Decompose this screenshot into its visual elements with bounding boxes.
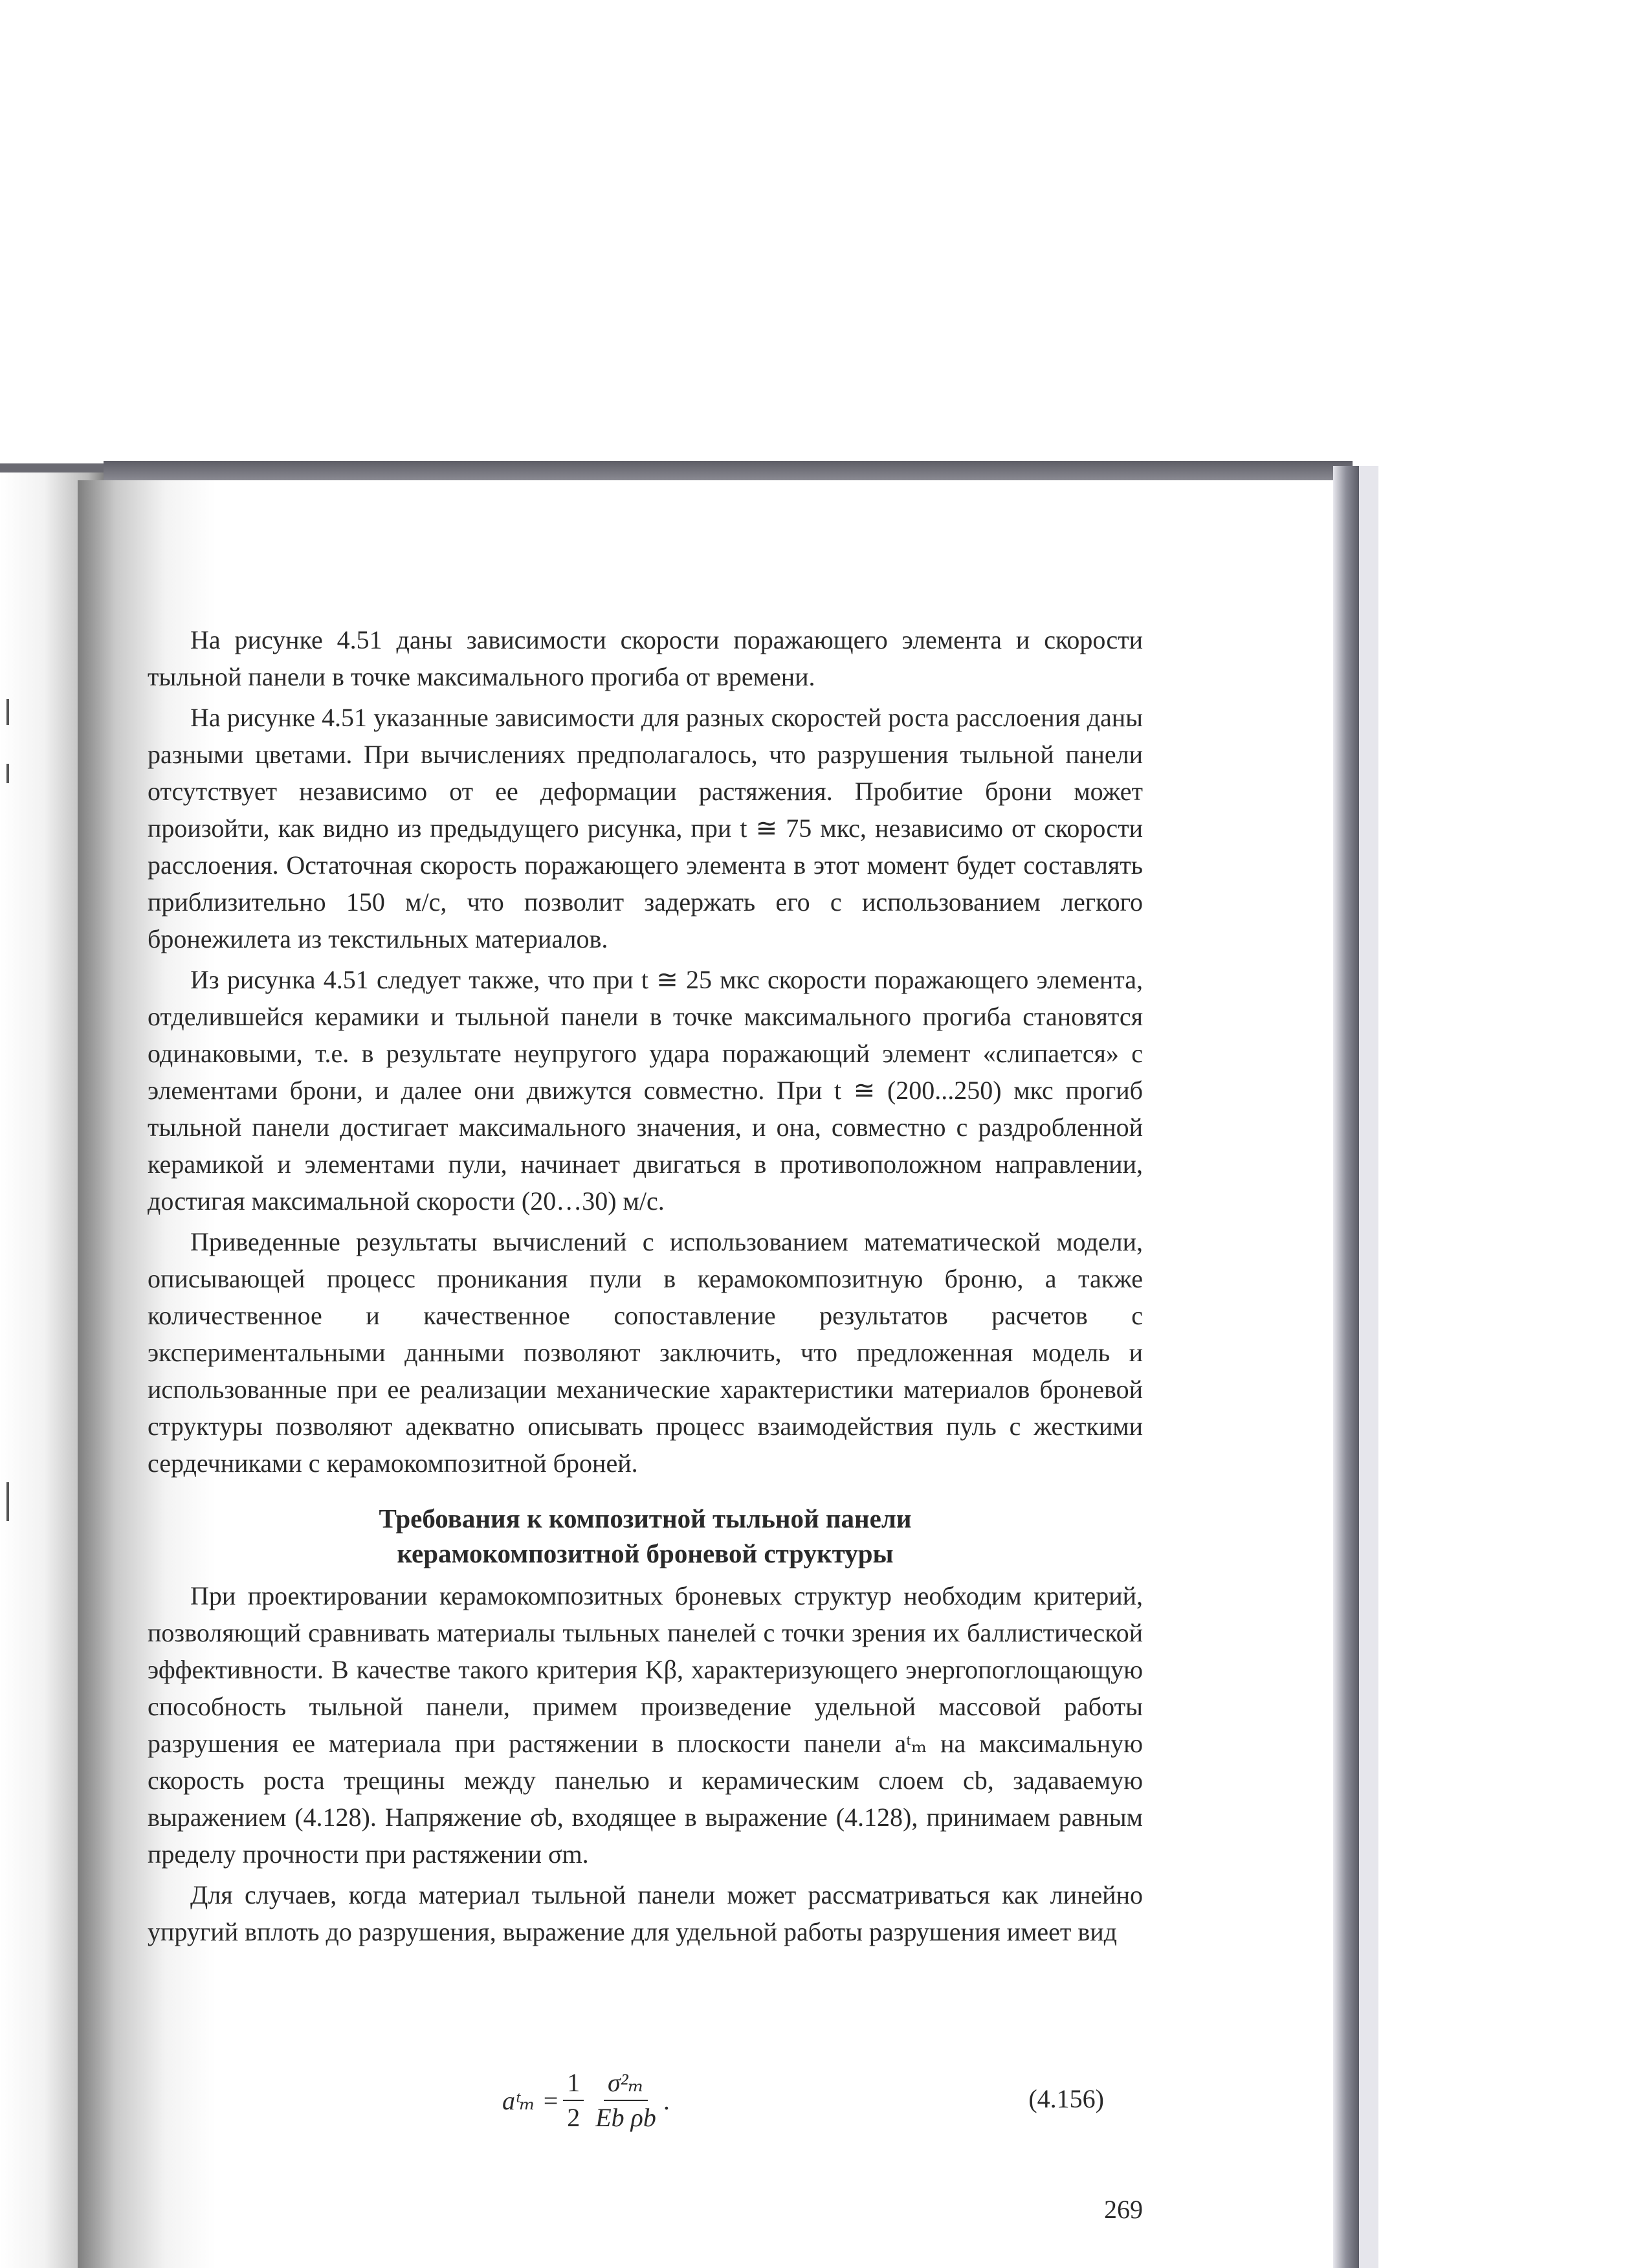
section-heading-line-2: керамокомпозитной броневой структуры bbox=[397, 1539, 894, 1568]
equation-number: (4.156) bbox=[1028, 2084, 1104, 2113]
equation-lhs: aᵗₘ = bbox=[502, 2085, 560, 2115]
margin-mark bbox=[6, 1482, 9, 1521]
fraction-denominator: Eb ρb bbox=[595, 2103, 656, 2132]
margin-mark bbox=[6, 764, 9, 783]
book-top-edge bbox=[104, 461, 1353, 480]
section-heading-line-1: Требования к композитной тыльной панели bbox=[379, 1504, 912, 1533]
equation-4-156 bbox=[148, 2062, 1143, 2139]
equation-tail: . bbox=[663, 2085, 670, 2115]
paragraph-4: Приведенные результаты вычислений с использованием математической модели, описывающей процесс проникания пули в керамокомпозитную броню, а также количественное и качественное сопоставление результатов расчетов с экспериментальными данными позволяют заключить, что предложенная модель и использованные при ее реализации механические характеристики материалов броневой структуры позволяют адекватно описывать процесс взаимодействия пуль с жесткими сердечниками с керамокомпозитной броней. bbox=[148, 1227, 1143, 1478]
coefficient-denominator: 2 bbox=[567, 2103, 580, 2132]
paragraph-2: На рисунке 4.51 указанные зависимости для разных скоростей роста расслоения даны разными цветами. При вычислениях предполагалось, что разрушения тыльной панели отсутствует независимо от ее деформации растяжения. Пробитие брони может произойти, как видно из предыдущего рисунка, при t ≅ 75 мкс, независимо от скорости расслоения. Остаточная скорость поражающего элемента в этот момент будет составлять приблизительно 150 м/с, что позволит задержать его с использованием легкого бронежилета из текстильных материалов. bbox=[148, 703, 1143, 953]
page-right-edge bbox=[1333, 466, 1359, 2268]
coefficient-numerator: 1 bbox=[563, 2066, 584, 2101]
paragraph-6: Для случаев, когда материал тыльной панели может рассматриваться как линейно упругий вплоть до разрушения, выражение для удельной работы разрушения имеет вид bbox=[148, 1880, 1143, 1946]
book-cover-right bbox=[1359, 466, 1378, 2268]
page-number: 269 bbox=[1104, 2195, 1143, 2224]
fraction-numerator: σ²ₘ bbox=[604, 2066, 648, 2101]
paragraph-3: Из рисунка 4.51 следует также, что при t ≅ 25 мкс скорости поражающего элемента, отделившейся керамики и тыльной панели в точке максимального прогиба становятся одинаковыми, т.е. в результате неупругого удара поражающий элемент «слипается» с элементами брони, и далее они движутся совместно. При t ≅ (200...250) мкс прогиб тыльной панели достигает максимального значения, и она, совместно с раздробленной керамикой и элементами пули, начинает двигаться в противоположном направлении, достигая максимальной скорости (20…30) м/с. bbox=[148, 965, 1143, 1216]
margin-mark bbox=[6, 699, 9, 725]
paragraph-1: На рисунке 4.51 даны зависимости скорости поражающего элемента и скорости тыльной панели в точке максимального прогиба от времени. bbox=[148, 625, 1143, 691]
body-text bbox=[148, 621, 1143, 1954]
section-heading bbox=[148, 1501, 1143, 1571]
equation-fraction bbox=[591, 2066, 660, 2135]
equation-body bbox=[502, 2062, 670, 2139]
equation-coefficient bbox=[563, 2066, 584, 2135]
paragraph-5: При проектировании керамокомпозитных броневых структур необходим критерий, позволяющий сравнивать материалы тыльных панелей с точки зрения их баллистической эффективности. В качестве такого критерия Kβ, характеризующего энергопоглощающую способность тыльной панели, примем произведение удельной массовой работы разрушения ее материала при растяжении в плоскости панели aᵗₘ на максимальную скорость роста трещины между панелью и керамическим слоем cb, задаваемую выражением (4.128). Напряжение σb, входящее в выражение (4.128), принимаем равным пределу прочности при растяжении σm. bbox=[148, 1581, 1143, 1869]
